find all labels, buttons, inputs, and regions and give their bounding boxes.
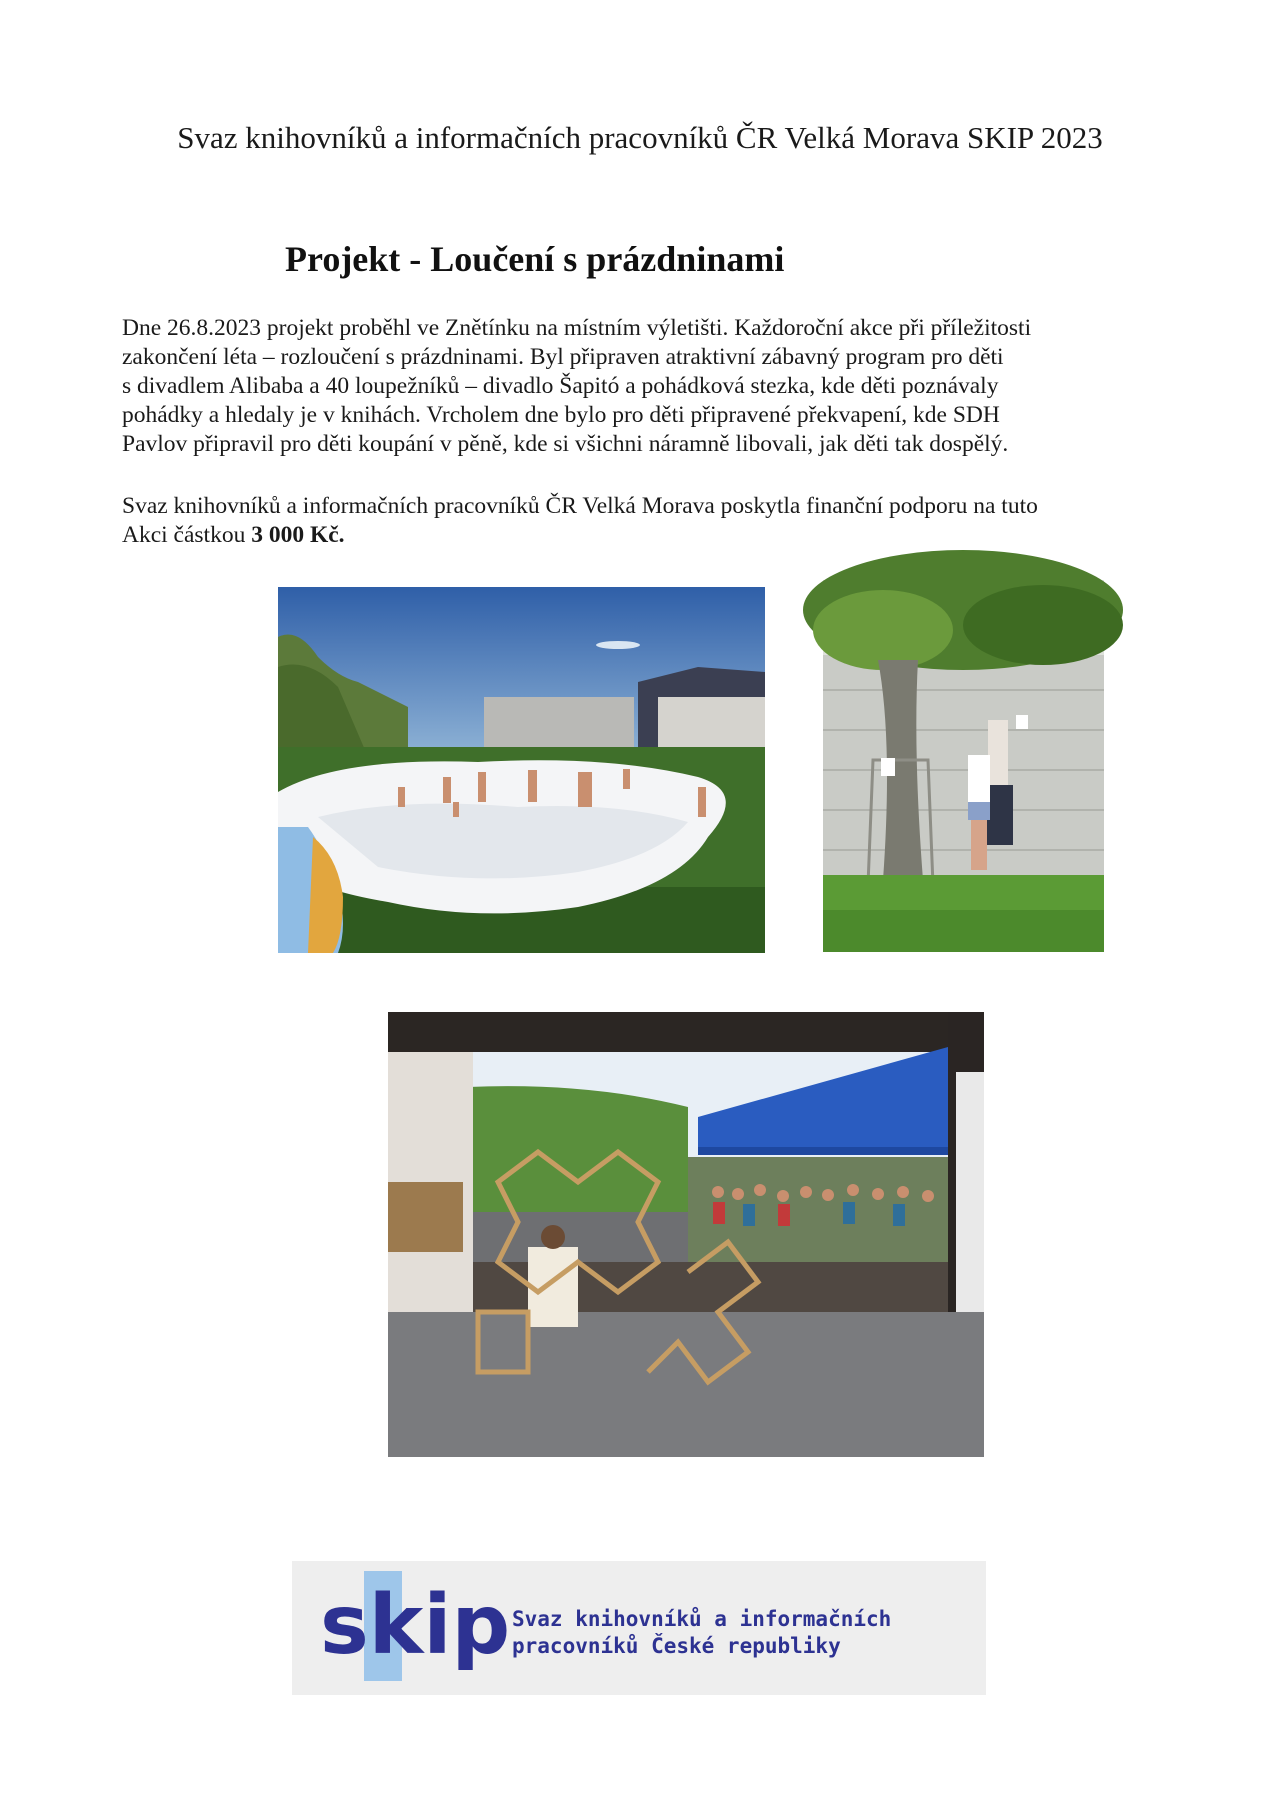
foam-party-photo: [278, 587, 765, 953]
article-paragraph-2: [122, 492, 1182, 550]
paragraph-line: s divadlem Alibaba a 40 loupežníků – divadlo Šapitó a pohádková stezka, kde děti poznávaly: [122, 373, 999, 399]
theatre-performance-photo: [388, 1012, 984, 1457]
paragraph-line: [122, 521, 1182, 550]
page-title: Projekt - Loučení s prázdninami: [285, 239, 785, 279]
skip-wordmark-text: skip: [320, 1578, 511, 1673]
skip-logo-line-1: Svaz knihovníků a informačních: [512, 1607, 892, 1631]
paragraph-line: Pavlov připravil pro děti koupání v pěně, kde si všichni náramně libovali, jak děti tak dospělý.: [122, 431, 1009, 457]
paragraph-line: Dne 26.8.2023 projekt proběhl ve Znětínku na místním výletišti. Každoroční akce při příležitosti: [122, 315, 1032, 341]
skip-logo: [292, 1561, 986, 1695]
article-paragraph-1: [122, 314, 1182, 459]
paragraph-prefix: Akci částkou: [122, 522, 252, 548]
paragraph-line: pohádky a hledaly je v knihách. Vrcholem dne bylo pro děti připravené překvapení, kde SDH: [122, 402, 1000, 428]
paragraph-line: zakončení léta – rozloučení s prázdninami. Byl připraven atraktivní zábavný program pro děti: [122, 344, 1004, 370]
skip-logo-text: [512, 1606, 891, 1660]
skip-logo-line-2: pracovníků České republiky: [512, 1634, 841, 1658]
funding-amount: 3 000 Kč.: [251, 522, 345, 548]
organization-header: Svaz knihovníků a informačních pracovníků ČR Velká Morava SKIP 2023: [177, 120, 1103, 155]
fairytale-trail-photo: [823, 580, 1104, 952]
skip-wordmark: [318, 1571, 511, 1681]
paragraph-line: Svaz knihovníků a informačních pracovníků ČR Velká Morava poskytla finanční podporu na tuto: [122, 493, 1038, 519]
